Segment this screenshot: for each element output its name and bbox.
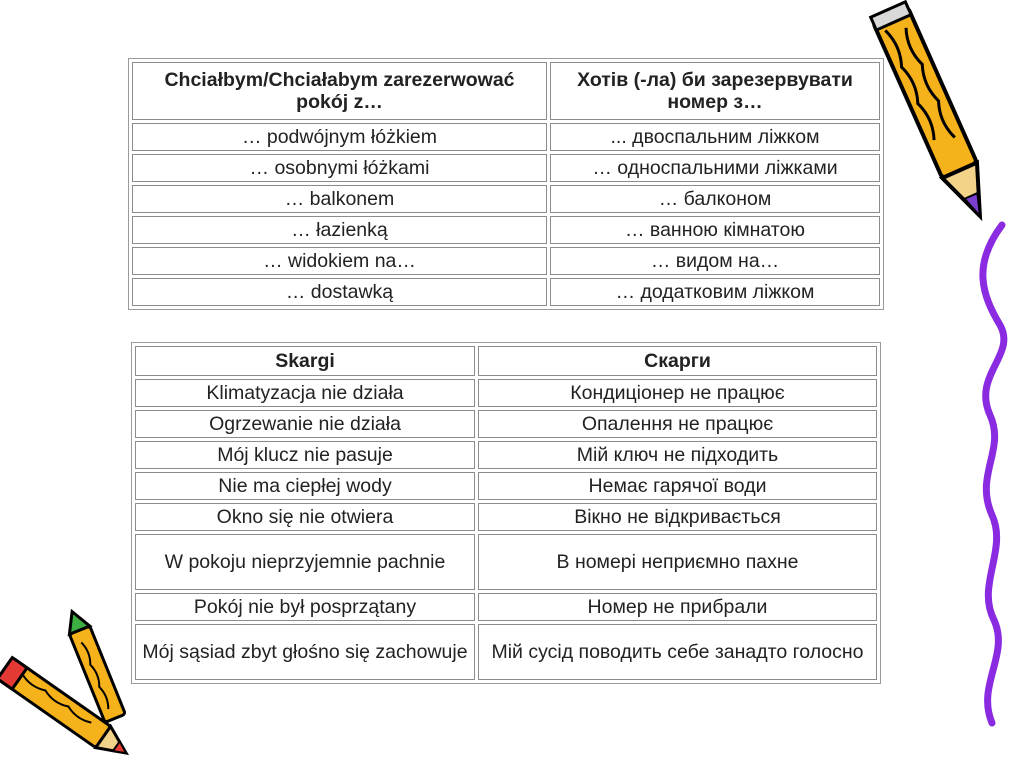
cell-polish: Okno się nie otwiera <box>135 503 475 531</box>
complaints-table <box>131 342 881 684</box>
cell-polish: … widokiem na… <box>132 247 547 275</box>
table-row <box>135 379 877 407</box>
header-polish: Chciałbym/Chciałabym zarezerwować pokój z… <box>132 62 547 120</box>
table-row <box>132 216 880 244</box>
table-row <box>132 123 880 151</box>
table-row <box>132 154 880 182</box>
reservation-phrases-table <box>128 58 884 310</box>
cell-ukrainian: В номері неприємно пахне <box>478 534 877 590</box>
cell-ukrainian: Немає гарячої води <box>478 472 877 500</box>
cell-ukrainian: … ванною кімнатою <box>550 216 880 244</box>
table-row <box>135 624 877 680</box>
cell-ukrainian: … балконом <box>550 185 880 213</box>
cell-ukrainian: Мій сусід поводить себе занадто голосно <box>478 624 877 680</box>
cell-ukrainian: ... двоспальним ліжком <box>550 123 880 151</box>
table-row <box>135 593 877 621</box>
pencils-icon <box>0 618 150 758</box>
table-row <box>135 472 877 500</box>
cell-ukrainian: Опалення не працює <box>478 410 877 438</box>
table-header-row <box>132 62 880 120</box>
table-row <box>132 247 880 275</box>
cell-polish: Mój klucz nie pasuje <box>135 441 475 469</box>
header-polish: Skargi <box>135 346 475 376</box>
cell-polish: Pokój nie był posprzątany <box>135 593 475 621</box>
cell-polish: … balkonem <box>132 185 547 213</box>
cell-polish: W pokoju nieprzyjemnie pachnie <box>135 534 475 590</box>
cell-ukrainian: Номер не прибрали <box>478 593 877 621</box>
pencil-icon <box>860 0 1010 250</box>
table-row <box>132 185 880 213</box>
header-ukrainian: Скарги <box>478 346 877 376</box>
cell-polish: Ogrzewanie nie działa <box>135 410 475 438</box>
cell-ukrainian: Кондиціонер не працює <box>478 379 877 407</box>
table-header-row <box>135 346 877 376</box>
cell-polish: Klimatyzacja nie działa <box>135 379 475 407</box>
cell-polish: … dostawką <box>132 278 547 306</box>
cell-ukrainian: … видом на… <box>550 247 880 275</box>
cell-polish: … podwójnym łóżkiem <box>132 123 547 151</box>
header-ukrainian: Хотів (-ла) би зарезервувати номер з… <box>550 62 880 120</box>
cell-polish: Nie ma ciepłej wody <box>135 472 475 500</box>
cell-polish: … osobnymi łóżkami <box>132 154 547 182</box>
cell-polish: Mój sąsiad zbyt głośno się zachowuje <box>135 624 475 680</box>
cell-ukrainian: Вікно не відкривається <box>478 503 877 531</box>
table-row <box>135 441 877 469</box>
cell-ukrainian: … додатковим ліжком <box>550 278 880 306</box>
table-row <box>135 534 877 590</box>
cell-ukrainian: … односпальними ліжками <box>550 154 880 182</box>
table-row <box>135 503 877 531</box>
table-row <box>135 410 877 438</box>
table-row <box>132 278 880 306</box>
cell-polish: … łazienką <box>132 216 547 244</box>
cell-ukrainian: Мій ключ не підходить <box>478 441 877 469</box>
squiggle-line-icon <box>962 225 1022 725</box>
